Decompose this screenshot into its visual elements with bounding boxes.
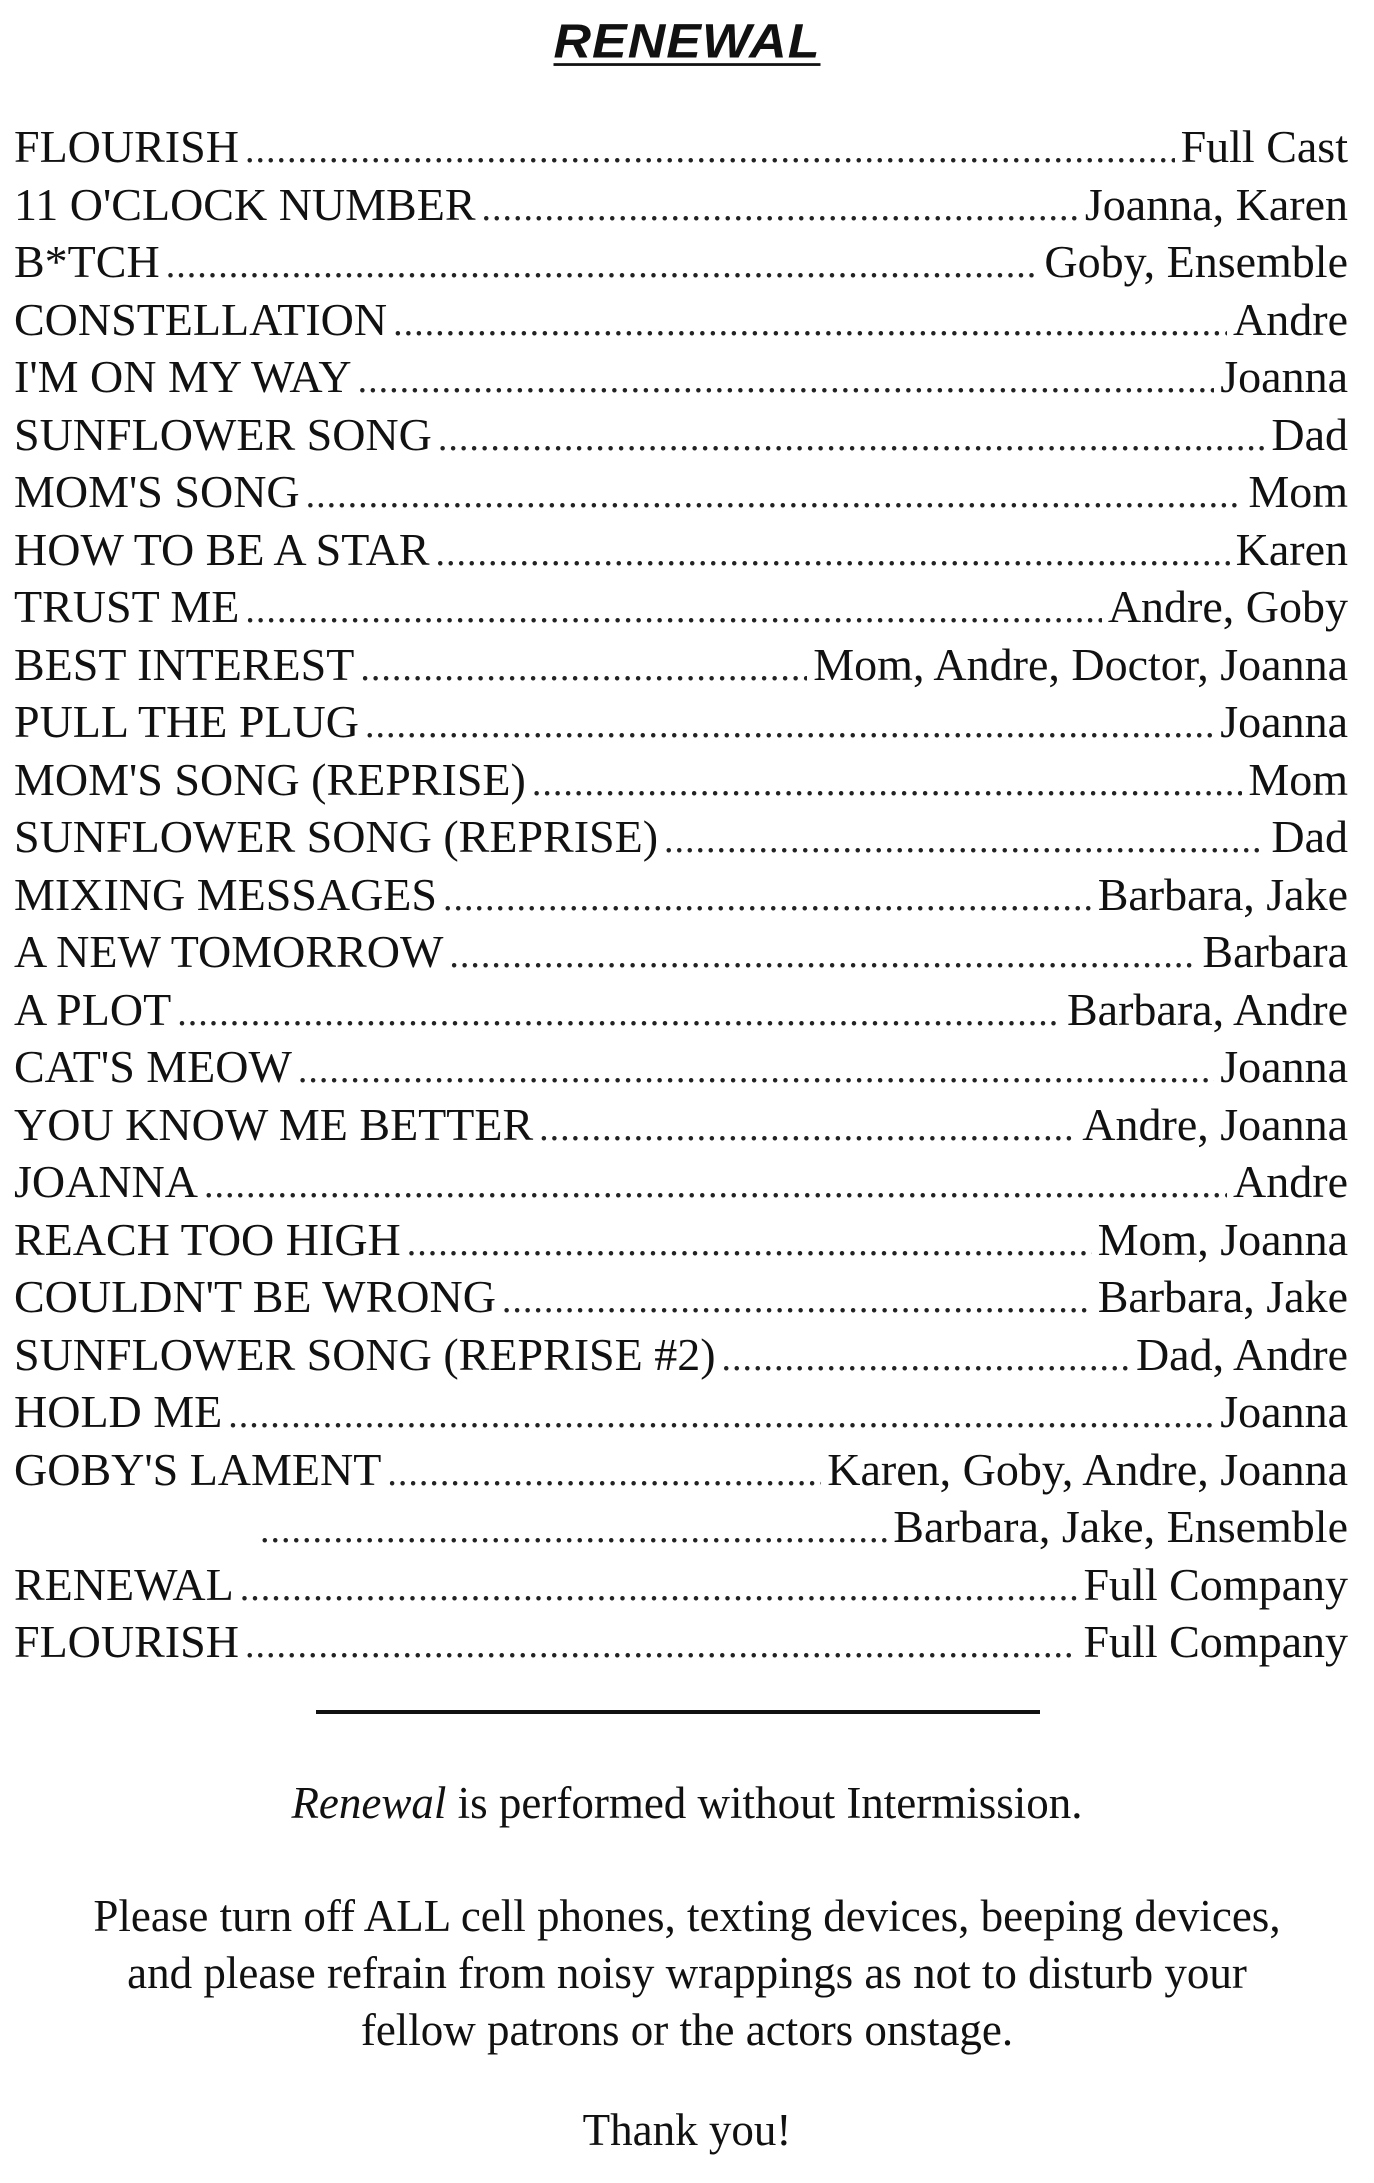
song-title: PULL THE PLUG: [14, 696, 359, 747]
song-cast: Dad: [1271, 811, 1348, 862]
song-cast: Barbara, Jake: [1097, 1271, 1348, 1322]
page-title: RENEWAL: [553, 15, 821, 69]
dot-leader: [387, 1445, 821, 1503]
song-list: [14, 118, 1348, 1671]
song-row-22: [14, 1326, 1348, 1384]
dot-leader: [240, 1560, 1078, 1618]
song-cast: Joanna: [1220, 351, 1348, 402]
song-title: 11 O'CLOCK NUMBER: [14, 178, 476, 230]
phones-note-line-1: Please turn off ALL cell phones, texting devices, beeping devices,: [93, 1891, 1281, 1941]
song-title: MOM'S SONG (REPRISE): [14, 753, 526, 805]
song-cast: Dad: [1271, 408, 1348, 460]
dot-leader: [482, 180, 1079, 238]
song-row-13: [14, 808, 1348, 866]
dot-leader: [393, 295, 1227, 353]
song-title: A PLOT: [14, 983, 172, 1035]
divider-rule: [316, 1710, 1040, 1714]
song-title: TRUST ME: [14, 581, 240, 632]
song-title: SUNFLOWER SONG (REPRISE): [14, 811, 659, 862]
song-title: RENEWAL: [14, 1558, 234, 1610]
dot-leader: [407, 1215, 1092, 1273]
song-cast: Dad, Andre: [1135, 1328, 1348, 1380]
song-title: CAT'S MEOW: [14, 1041, 292, 1092]
song-title: YOU KNOW ME BETTER: [14, 1098, 534, 1150]
song-cast: Goby, Ensemble: [1044, 236, 1348, 287]
song-row-14: [14, 866, 1348, 924]
show-title-italic: Renewal: [291, 1778, 447, 1828]
thank-you: Thank you!: [582, 2105, 792, 2155]
song-cast: Full Cast: [1180, 121, 1348, 172]
song-cast: Karen, Goby, Andre, Joanna: [827, 1443, 1348, 1495]
song-row-3: [14, 233, 1348, 291]
phones-note-line-2: and please refrain from noisy wrappings as not to disturb your: [127, 1948, 1247, 1998]
song-cast: Karen: [1235, 523, 1348, 575]
dot-leader: [532, 755, 1242, 813]
song-row-24-continued: [14, 1498, 1348, 1556]
dot-leader: [245, 1617, 1078, 1675]
song-cast: Joanna: [1220, 696, 1348, 747]
song-title: FLOURISH: [14, 121, 239, 172]
song-cast: Joanna: [1220, 1386, 1348, 1437]
song-row-9: [14, 578, 1348, 636]
intermission-note: [0, 1775, 1374, 1832]
dot-leader: [166, 237, 1039, 295]
dot-leader: [539, 1100, 1076, 1158]
song-cast: Joanna, Karen: [1084, 178, 1348, 230]
song-row-7: [14, 463, 1348, 521]
song-title: GOBY'S LAMENT: [14, 1443, 382, 1495]
song-cast: Mom: [1248, 753, 1348, 805]
dot-leader: [358, 352, 1215, 410]
song-row-5: [14, 348, 1348, 406]
song-cast: Mom: [1248, 466, 1348, 517]
song-cast: Andre, Goby: [1107, 581, 1348, 632]
song-title: REACH TOO HIGH: [14, 1213, 401, 1265]
song-title: SUNFLOWER SONG (REPRISE #2): [14, 1328, 716, 1380]
dot-leader: [245, 122, 1175, 180]
song-title: A NEW TOMORROW: [14, 926, 444, 977]
dot-leader: [306, 467, 1243, 525]
dot-leader: [436, 525, 1230, 583]
song-row-10: [14, 636, 1348, 694]
song-title: HOLD ME: [14, 1386, 223, 1437]
song-title: HOW TO BE A STAR: [14, 523, 430, 575]
song-row-20: [14, 1211, 1348, 1269]
song-row-1: [14, 118, 1348, 176]
dot-leader: [177, 985, 1061, 1043]
dot-leader: [438, 410, 1265, 468]
song-title: BEST INTEREST: [14, 638, 355, 690]
song-title: FLOURISH: [14, 1616, 239, 1667]
song-row-17: [14, 1038, 1348, 1096]
intermission-text: is performed without Intermission.: [446, 1778, 1083, 1828]
dot-leader: [502, 1272, 1092, 1330]
dot-leader: [449, 927, 1196, 985]
song-row-12: [14, 751, 1348, 809]
dot-leader: [298, 1042, 1214, 1100]
song-cast: Mom, Joanna: [1097, 1213, 1348, 1265]
song-cast: Barbara, Jake: [1097, 868, 1348, 920]
song-row-24: [14, 1441, 1348, 1499]
song-cast: Barbara: [1202, 926, 1348, 977]
song-cast: Mom, Andre, Doctor, Joanna: [813, 638, 1348, 690]
song-title: SUNFLOWER SONG: [14, 408, 432, 460]
song-row-4: [14, 291, 1348, 349]
song-row-15: [14, 923, 1348, 981]
dot-leader: [228, 1387, 1214, 1445]
song-row-2: [14, 176, 1348, 234]
song-cast: Andre: [1233, 1156, 1348, 1207]
song-cast: Full Company: [1083, 1616, 1348, 1667]
song-row-16: [14, 981, 1348, 1039]
song-cast: Joanna: [1220, 1041, 1348, 1092]
song-title: CONSTELLATION: [14, 293, 388, 345]
song-title: JOANNA: [14, 1156, 198, 1207]
song-row-6: [14, 406, 1348, 464]
song-title: MOM'S SONG: [14, 466, 300, 517]
dot-leader: [365, 697, 1214, 755]
dot-leader: [443, 870, 1092, 928]
dot-leader: [664, 812, 1265, 870]
title-wrap: [0, 12, 1374, 72]
song-row-8: [14, 521, 1348, 579]
song-title: COULDN'T BE WRONG: [14, 1271, 496, 1322]
song-row-25: [14, 1556, 1348, 1614]
song-row-21: [14, 1268, 1348, 1326]
song-cast: Andre: [1233, 293, 1348, 345]
song-cast: Full Company: [1083, 1558, 1348, 1610]
song-cast: Barbara, Andre: [1067, 983, 1348, 1035]
dot-leader: [360, 640, 807, 698]
phones-note: [0, 1888, 1374, 2059]
song-row-23: [14, 1383, 1348, 1441]
song-row-26: [14, 1613, 1348, 1671]
song-cast: Andre, Joanna: [1082, 1098, 1348, 1150]
phones-note-line-3: fellow patrons or the actors onstage.: [360, 2005, 1014, 2055]
song-row-11: [14, 693, 1348, 751]
song-row-18: [14, 1096, 1348, 1154]
song-title: I'M ON MY WAY: [14, 351, 352, 402]
dot-leader: [260, 1502, 887, 1560]
dot-leader: [204, 1157, 1227, 1215]
dot-leader: [245, 582, 1101, 640]
dot-leader: [722, 1330, 1130, 1388]
song-row-19: [14, 1153, 1348, 1211]
song-title: B*TCH: [14, 236, 160, 287]
song-title: MIXING MESSAGES: [14, 868, 437, 920]
song-cast: Barbara, Jake, Ensemble: [893, 1501, 1348, 1552]
